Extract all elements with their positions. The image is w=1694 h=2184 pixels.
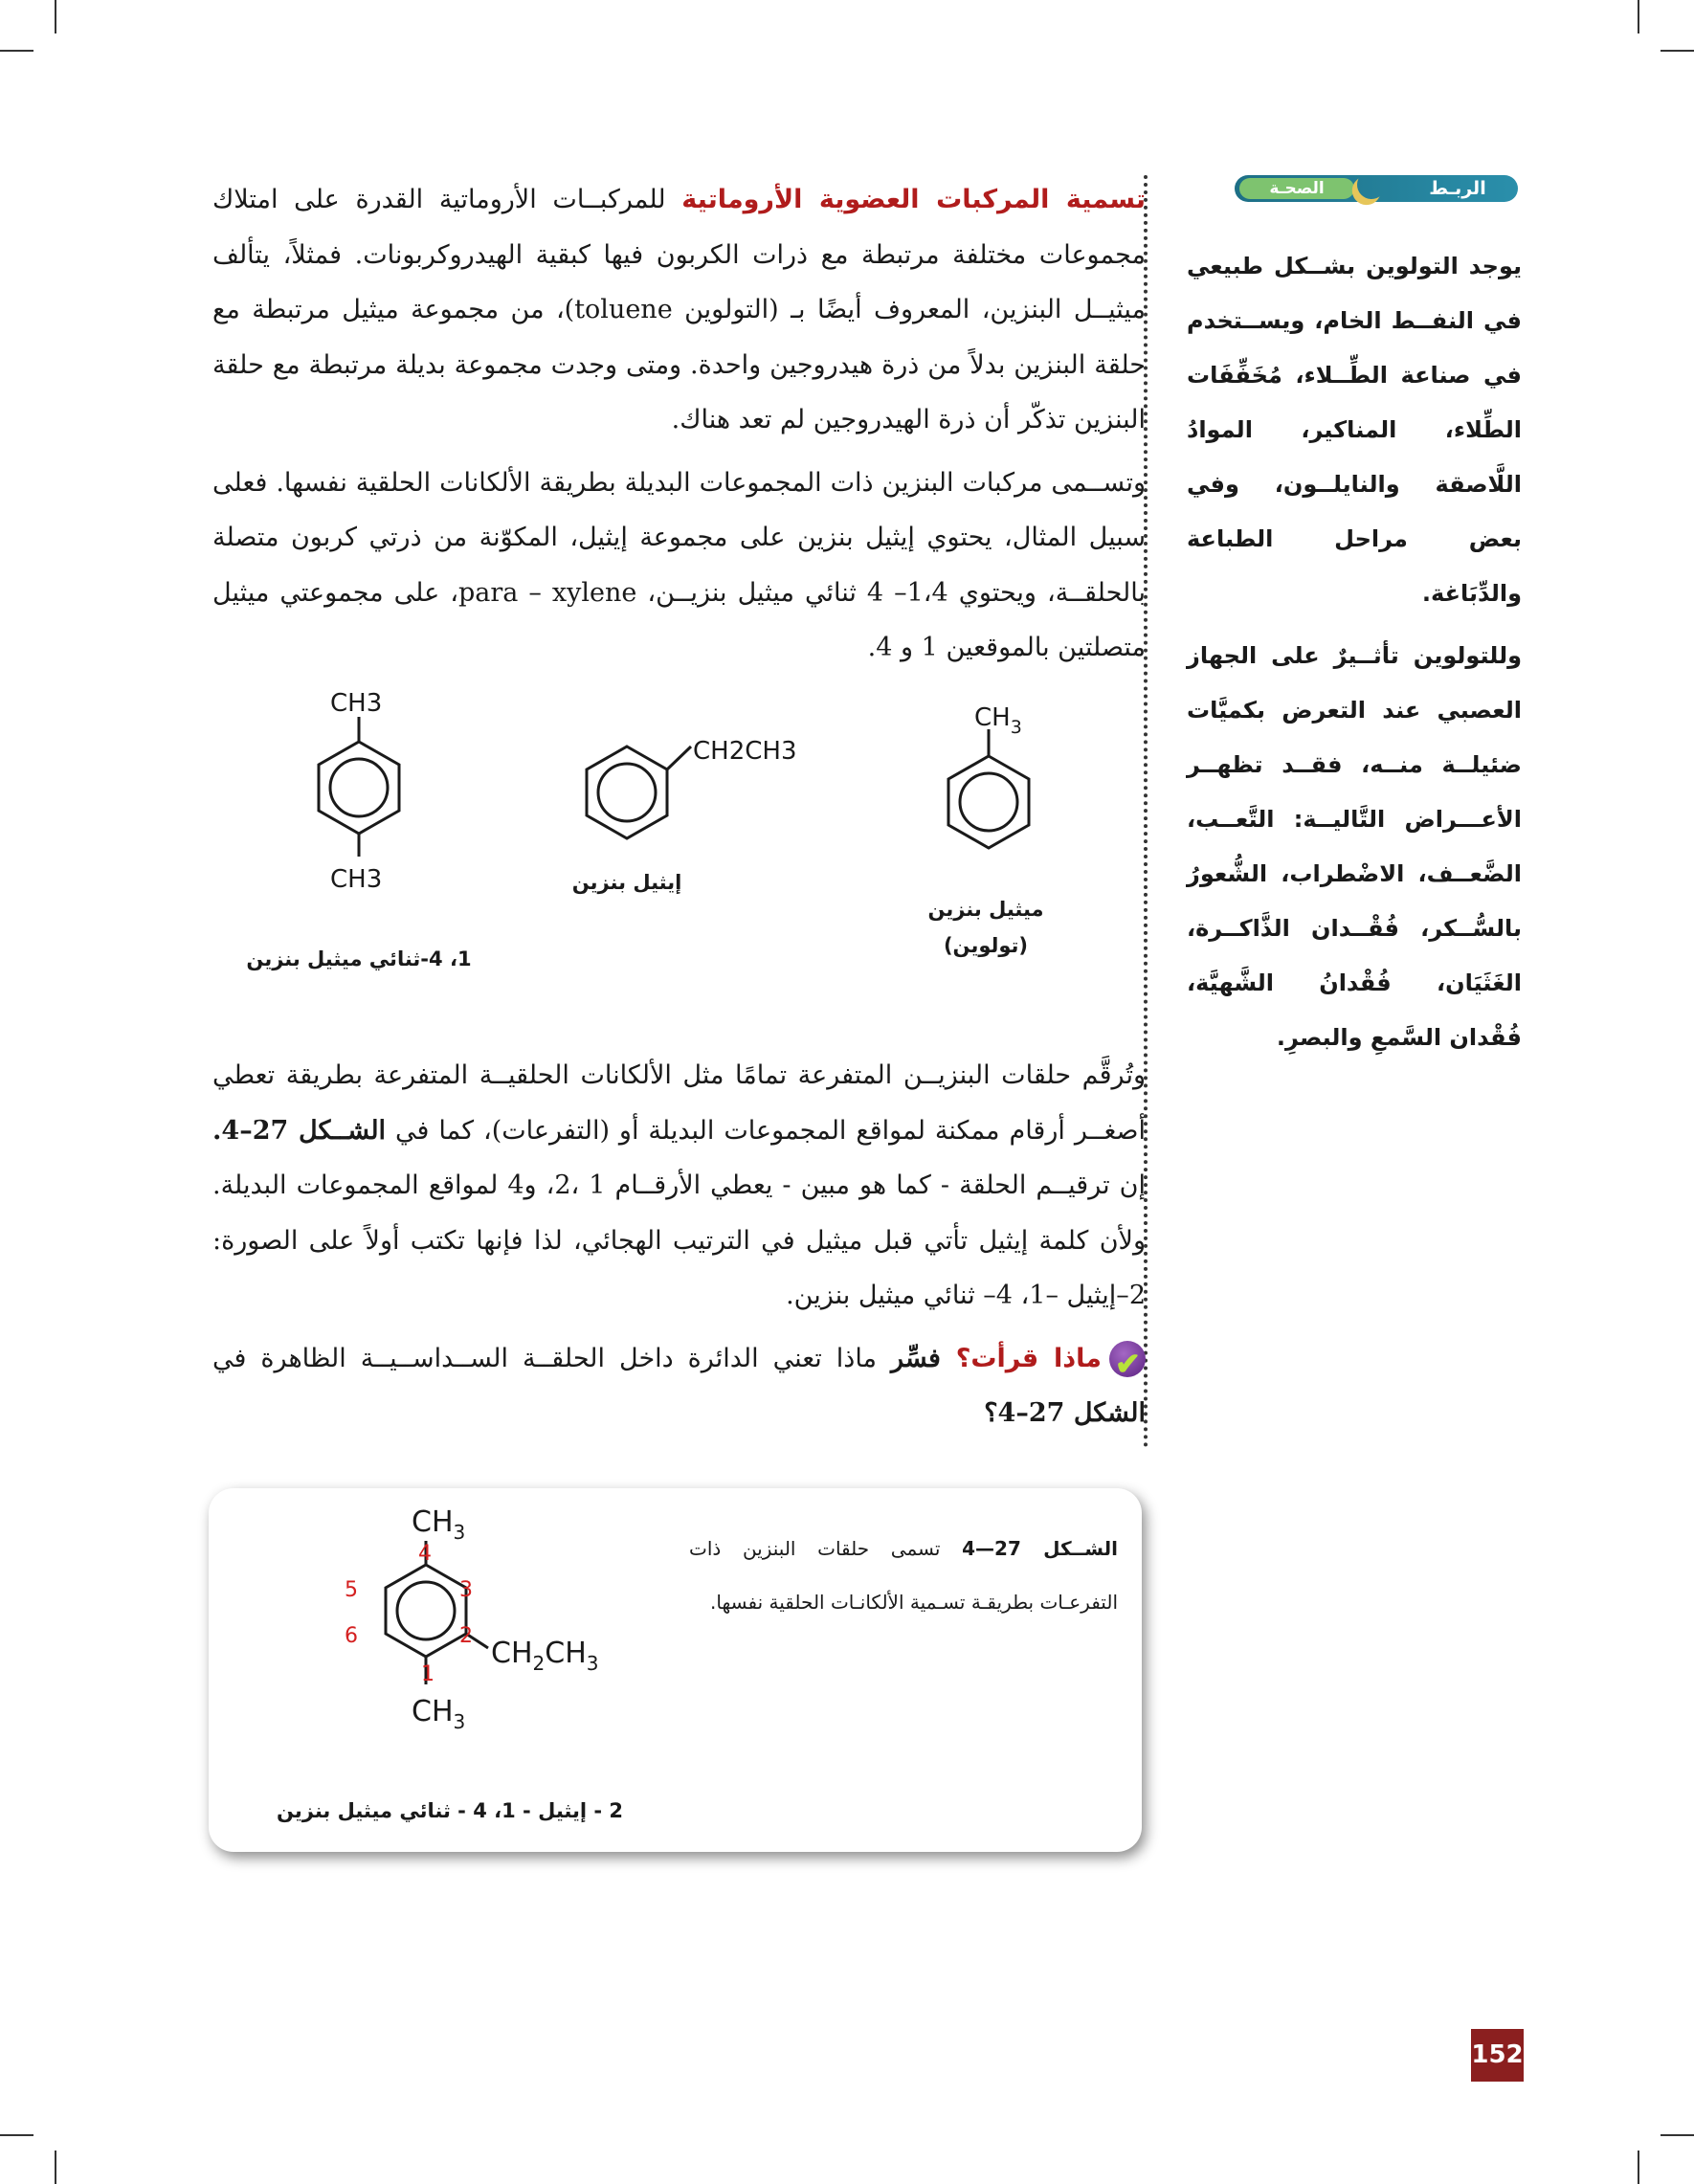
crop-mark bbox=[55, 0, 56, 33]
crop-mark bbox=[0, 2134, 33, 2136]
position-number: 1 bbox=[421, 1662, 435, 1686]
aromatic-circle bbox=[330, 759, 388, 816]
toluene-alt-name: (تولوين) bbox=[943, 934, 1029, 957]
crop-mark bbox=[1661, 2134, 1694, 2136]
figure-caption bbox=[689, 1522, 1118, 1629]
crop-mark bbox=[0, 50, 33, 52]
lower-text-column bbox=[212, 1048, 1146, 1441]
toluene-structure bbox=[909, 699, 1062, 890]
numbering-text: وتُرقَّم حلقات البنزيــن المتفرعة تمامًا مثل الألكانات الحلقيــة المتفرعة بطريقة تعطي أصغــر أرقام ممكنة لمواقع المجموعات البديلة أو (التفرعات)، كما في bbox=[212, 1060, 1146, 1146]
intro-paragraph bbox=[212, 172, 1146, 448]
main-text-column bbox=[212, 172, 1146, 676]
sidebar-paragraph: يوجد التولوين بشــكل طبيعي في النفــط الخام، ويســتخدم في صناعة الطِّــلاء، مُخَفِّفَات الطِّلاء، المناكير، الموادُ اللَّاصقة والنايلــون، وفي بعض مراحل الطباعة والدِّبَاغة. bbox=[1187, 253, 1522, 607]
figure-number: 27—4 bbox=[962, 1537, 1044, 1560]
numbering-paragraph bbox=[212, 1048, 1146, 1324]
aromatic-circle bbox=[598, 764, 656, 821]
ethyl-xylene-structure bbox=[335, 1503, 641, 1761]
position-number: 3 bbox=[459, 1578, 473, 1602]
crop-mark bbox=[1661, 50, 1694, 52]
reading-check-label: ماذا قرأت؟ bbox=[955, 1343, 1103, 1373]
side-substituent: $CH_2CH_3$ bbox=[491, 1637, 599, 1675]
xylene-structure bbox=[282, 684, 435, 914]
figure-caption-text: تسمى حلقات البنزين ذات التفرعـات بطريقـة تسـمية الألكانـات الحلقية نفسها. bbox=[689, 1537, 1118, 1614]
health-tag: الصحـة bbox=[1239, 178, 1354, 199]
position-number: 4 bbox=[418, 1542, 432, 1566]
connect-label: الربـط bbox=[1429, 178, 1486, 199]
sidebar-paragraph: وللتولوين تأثــيرٌ على الجهاز العصبي عند التعرض بكميَّات ضئيلــة منــه، فقــد تظهــر الأعـــراض التَّاليــة: التَّعــب، الضَّعــف، الاضْطراب، الشُّعورُ بالسُّــكر، فُقْــدان الذَّاكــرة، الغَثَيَان، فُقْدانُ الشَّهيَّة، فُقْدان السَّمعِ والبصرِ. bbox=[1187, 642, 1522, 1051]
reading-check-text: ماذا تعني الدائرة داخل الحلقــة الســداســيــة الظاهرة في bbox=[212, 1343, 891, 1373]
intro-text: للمركبــات الأروماتية القدرة على امتلاك مجموعات مختلفة مرتبطة مع ذرات الكربون فيها كبقية الهيدروكربونات. فمثلاً، يتألف ميثيــل البنزين، المعروف أيضًا بـ (التولوين toluene)، من مجموعة ميثيل مرتبطة مع حلقة البنزين بدلاً من ذرة هيدروجين واحدة. ومتى وجدت مجموعة بديلة مرتبطة مع حلقة البنزين تذكّر أن ذرة الهيدروجين لم تعد هناك. bbox=[212, 185, 1147, 435]
page-number: 152 bbox=[1471, 2029, 1524, 2082]
top-substituent: $CH_3$ bbox=[412, 1505, 466, 1544]
position-number: 5 bbox=[345, 1578, 358, 1602]
substituent-label: CH3 bbox=[330, 865, 383, 894]
numbering-text: إن ترقيــم الحلقة - كما هو مبين - يعطي الأرقــام 1 ،2، و4 لمواقع المجموعات البديلة. ولأن كلمة إيثيل تأتي قبل ميثيل في الترتيب الهجائي، لذا فإنها تكتب أولاً على الصورة: 2–إيثيل –1، 4– ثنائي ميثيل بنزين. bbox=[212, 1170, 1147, 1310]
figure-reference: الشــكل 27–4. bbox=[212, 1115, 387, 1146]
position-number: 2 bbox=[459, 1624, 473, 1648]
crop-mark bbox=[55, 2151, 56, 2184]
aromatic-circle bbox=[960, 773, 1017, 831]
bottom-substituent: $CH_3$ bbox=[412, 1695, 466, 1733]
figure-molecule-name: 2 - إيثيل - 1، 4 - ثنائي ميثيل بنزين bbox=[276, 1799, 624, 1822]
substituted-benzene-paragraph: وتســمى مركبات البنزين ذات المجموعات البديلة بطريقة الألكانات الحلقية نفسها. فعلى سبيل المثال، يحتوي إيثيل بنزين على مجموعة إيثيل، المكوّنة من ذرتي كربون متصلة بالحلقــة، ويحتوي 1،4– 4 ثنائي ميثيل بنزيــن، para – xylene، على مجموعتي ميثيل متصلتين بالموقعين 1 و 4. bbox=[212, 467, 1146, 662]
toluene-name: ميثيل بنزين bbox=[927, 898, 1044, 921]
position-number: 6 bbox=[345, 1624, 358, 1648]
substituent-label: $CH_3$ bbox=[974, 703, 1022, 738]
aromatic-circle bbox=[397, 1582, 455, 1639]
reading-check bbox=[212, 1331, 1146, 1441]
figure-reference: الشكل 27–4؟ bbox=[984, 1398, 1146, 1428]
ethylbenzene-name: إيثيل بنزين bbox=[571, 871, 682, 894]
crop-mark bbox=[1638, 2151, 1639, 2184]
crop-mark bbox=[1638, 0, 1639, 33]
ethylbenzene-structure bbox=[555, 727, 842, 880]
xylene-name: 1، 4-ثنائي ميثيل بنزين bbox=[246, 947, 472, 970]
check-icon bbox=[1109, 1341, 1146, 1377]
substituent-bond bbox=[667, 747, 691, 769]
substituent-label: CH2CH3 bbox=[693, 737, 797, 766]
figure-label: الشــكل bbox=[1043, 1537, 1119, 1560]
section-heading: تسمية المركبات العضوية الأروماتية bbox=[681, 185, 1146, 214]
substituent-label: CH3 bbox=[330, 689, 383, 718]
sidebar-text bbox=[1187, 239, 1522, 1065]
reading-check-verb: فسِّر bbox=[891, 1343, 956, 1373]
